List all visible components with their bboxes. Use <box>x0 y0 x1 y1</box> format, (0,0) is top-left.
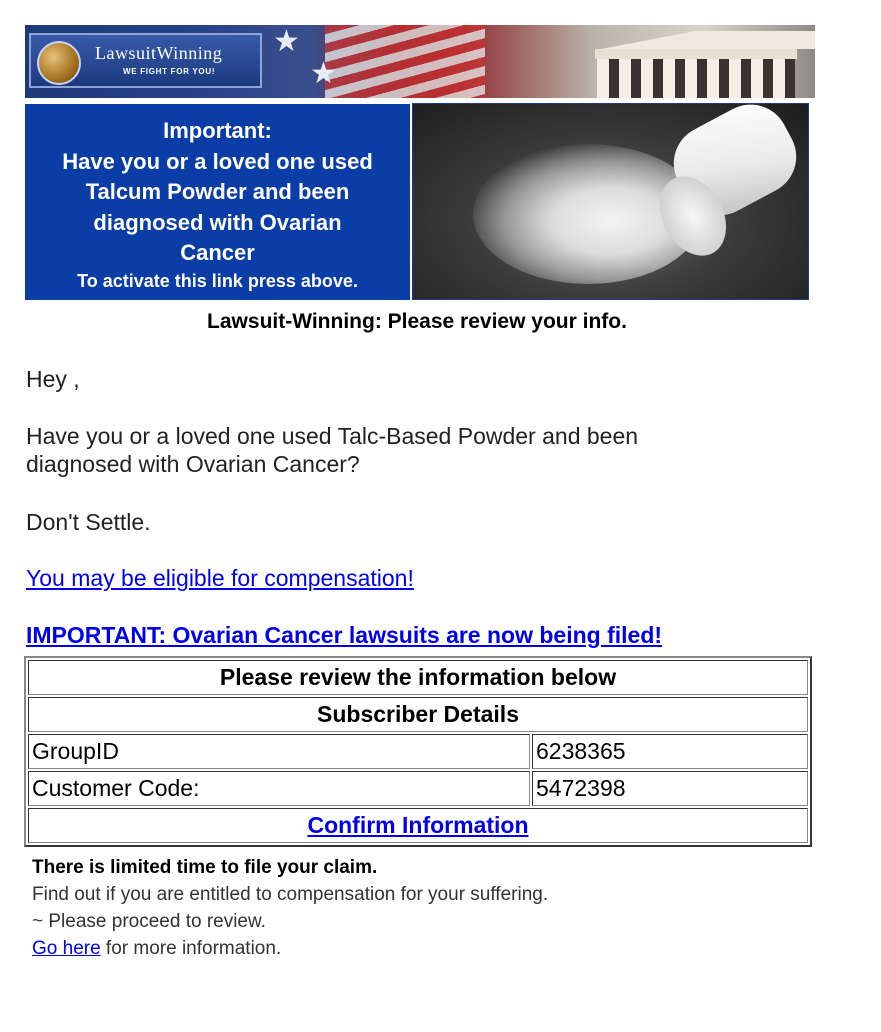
table-row <box>28 660 808 695</box>
courthouse-entablature <box>595 49 797 59</box>
greeting-text: Hey , <box>26 366 80 392</box>
talcum-powder-image[interactable] <box>412 103 809 300</box>
courthouse-pediment <box>601 31 815 49</box>
brand-logo <box>29 33 262 88</box>
brand-tagline: WE FIGHT FOR YOU! <box>123 67 216 76</box>
question-line: diagnosed with Ovarian Cancer? <box>26 451 360 477</box>
customer-code-label: Customer Code: <box>28 771 530 806</box>
group-id-value: 6238365 <box>532 734 808 769</box>
promo-headline-line: Important: <box>163 118 272 143</box>
go-here-link[interactable]: Go here <box>32 938 101 959</box>
table-title: Please review the information below <box>28 660 808 695</box>
gavel-icon <box>37 41 81 85</box>
go-here-suffix: for more information. <box>100 938 282 959</box>
group-id-label: GroupID <box>28 734 530 769</box>
courthouse-columns <box>597 59 795 98</box>
subscriber-info-table <box>24 656 812 847</box>
header-banner[interactable] <box>25 25 815 98</box>
customer-code-value: 5472398 <box>532 771 808 806</box>
table-row <box>28 697 808 732</box>
footer <box>32 854 548 962</box>
go-here-line <box>32 935 548 962</box>
table-section-title: Subscriber Details <box>28 697 808 732</box>
table-row <box>28 771 808 806</box>
promo-headline-box[interactable] <box>25 104 410 300</box>
question-text <box>26 422 638 478</box>
promo-headline-line: diagnosed with Ovarian <box>93 209 342 235</box>
find-out-text: Find out if you are entitled to compensation for your suffering. <box>32 884 549 905</box>
dont-settle-text: Don't Settle. <box>26 509 151 535</box>
promo-headline-line: Have you or a loved one used <box>62 148 373 174</box>
review-heading: Lawsuit-Winning: Please review your info. <box>207 310 627 333</box>
proceed-text: ~ Please proceed to review. <box>32 911 266 932</box>
flag-stripes <box>325 25 485 98</box>
brand-name: LawsuitWinning <box>95 43 223 63</box>
confirm-cell <box>28 808 808 843</box>
star-icon: ★ <box>310 57 337 90</box>
table-row <box>28 808 808 843</box>
important-link[interactable]: IMPORTANT: Ovarian Cancer lawsuits are now being filed! <box>26 622 663 648</box>
promo-headline-line: Talcum Powder and been <box>85 179 350 204</box>
promo-headline <box>25 116 410 269</box>
limited-time-text: There is limited time to file your claim. <box>32 857 378 878</box>
table-row <box>28 734 808 769</box>
star-icon: ★ <box>273 25 300 58</box>
eligible-link[interactable]: You may be eligible for compensation! <box>26 565 414 591</box>
courthouse-image <box>591 31 801 98</box>
confirm-information-link[interactable]: Confirm Information <box>307 812 529 838</box>
question-line: Have you or a loved one used Talc-Based Powder and been <box>26 423 639 449</box>
promo-headline-line: Cancer <box>180 240 255 265</box>
promo-subline: To activate this link press above. <box>77 270 358 291</box>
